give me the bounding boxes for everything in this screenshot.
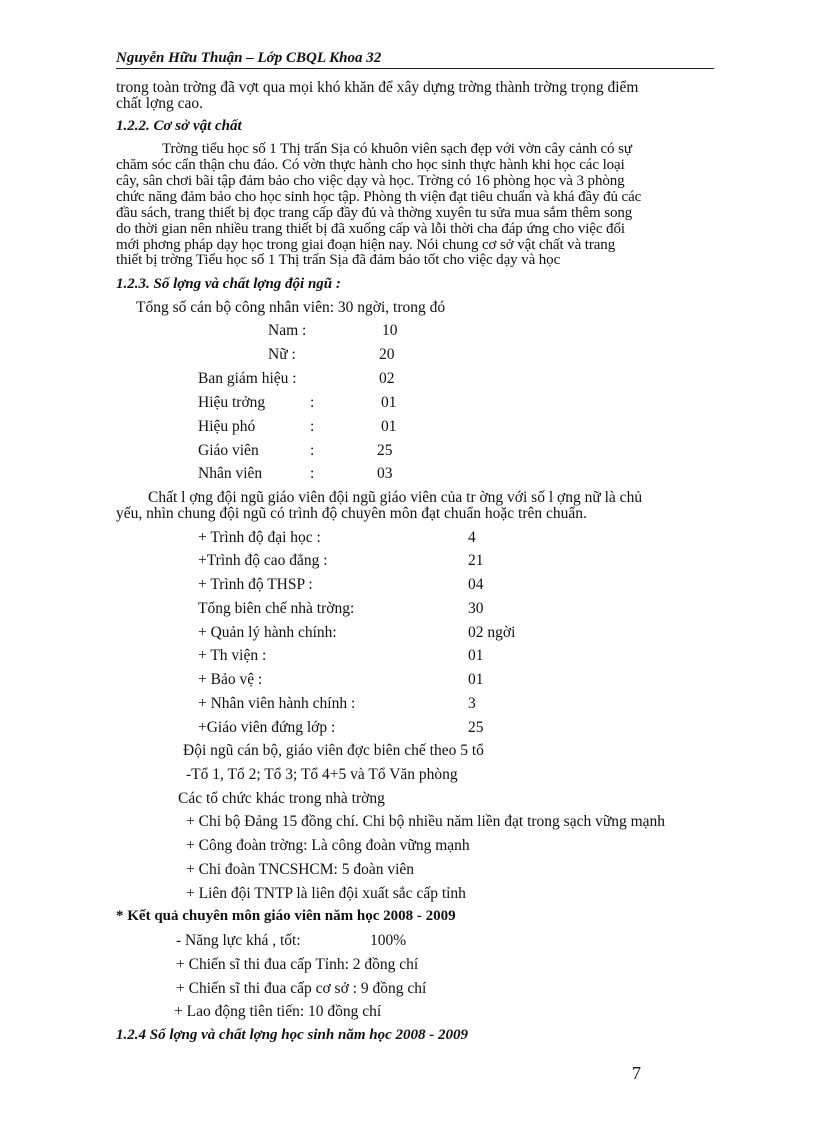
qual-value: 04 [468,576,484,593]
paragraph-line: mới phơng pháp dạy học trong giai đoạn hiện nay. Nói chung cơ sở vật chất và trang [116,237,616,253]
qual-value: 25 [468,719,484,736]
staff-label: Nhân viên [198,465,263,482]
staff-value: 02 [379,370,395,387]
page-number: 7 [632,1063,641,1083]
staff-label: Nữ : [268,346,296,363]
staff-colon: : [310,418,315,435]
teams-list: -Tổ 1, Tổ 2; Tổ 3; Tổ 4+5 và Tổ Văn phòng [186,766,458,783]
qual-value: 3 [468,695,476,712]
staff-colon: : [310,465,315,482]
qual-value: 4 [468,529,476,546]
result-item: + Chiến sĩ thi đua cấp cơ sở : 9 đồng chí [176,980,427,997]
staff-label: Hiệu trởng [198,394,266,411]
orgs-heading: Các tổ chức khác trong nhà trờng [178,790,385,807]
qual-value: 01 [468,671,484,688]
staff-label: Ban giám hiệu : [198,370,297,387]
staff-colon: : [310,442,315,459]
staff-label: Hiệu phó [198,418,256,435]
section-heading-122: 1.2.2. Cơ sở vật chất [116,118,242,134]
staff-total: Tổng số cán bộ công nhân viên: 30 ngời, trong đó [136,299,446,316]
staff-value: 25 [377,442,393,459]
qual-label: + Bảo vệ : [198,671,263,688]
staff-value: 03 [377,465,393,482]
capacity-value: 100% [370,932,407,949]
staff-value: 01 [381,394,397,411]
staff-value: 01 [381,418,397,435]
staff-value: 10 [382,322,398,339]
capacity-label: - Năng lực khá , tốt: [176,932,301,949]
staff-label: Nam : [268,322,307,339]
org-item: + Công đoàn trờng: Là công đoàn vững mạnh [186,837,470,854]
qual-label: Tổng biên chế nhà trờng: [198,600,355,617]
paragraph-line: do thời gian nên nhiều trang thiết bị đã xuống cấp và lỗi thời cha đáp ứng cho việc đổi [116,221,625,237]
qual-label: +Giáo viên đứng lớp : [198,719,336,736]
paragraph-line: thiết bị trờng Tiểu học số 1 Thị trấn Sịa đã đảm bảo tốt cho việc dạy và học [116,252,561,268]
staff-colon: : [310,394,315,411]
section-heading-124: 1.2.4 Số lợng và chất lợng học sinh năm học 2008 - 2009 [116,1027,468,1043]
qual-value: 02 ngời [468,624,516,641]
qual-label: + Th viện : [198,647,267,664]
result-item: + Chiến sĩ thi đua cấp Tỉnh: 2 đồng chí [176,956,419,973]
section-heading-123: 1.2.3. Số lợng và chất lợng đội ngũ : [116,276,341,292]
result-item: + Lao động tiên tiến: 10 đồng chí [174,1003,382,1020]
staff-label: Giáo viên [198,442,259,459]
qual-value: 21 [468,552,484,569]
qual-label: + Trình độ đại học : [198,529,321,546]
paragraph-line: chăm sóc cẩn thận chu đáo. Có vờn thực hành cho học sinh thực hành khi học các loại [116,157,625,173]
qual-label: + Quản lý hành chính: [198,624,337,641]
paragraph-line: đầu sách, trang thiết bị đọc trang cấp đầy đủ và thờng xuyên tu sửa mua sắm thêm song [116,205,633,221]
qual-label: + Nhân viên hành chính : [198,695,356,712]
paragraph-line: Trờng tiểu học số 1 Thị trấn Sịa có khuôn viên sạch đẹp với vờn cây cảnh có sự [162,141,632,157]
quality-line-2: yếu, nhìn chung đội ngũ có trình độ chuyên môn đạt chuẩn hoặc trên chuẩn. [116,505,587,522]
quality-line-1: Chất l ợng đội ngũ giáo viên đội ngũ giáo viên của tr ờng với số l ợng nữ là chủ [148,489,643,506]
org-item: + Chi bộ Đảng 15 đồng chí. Chi bộ nhiều năm liền đạt trong sạch vững mạnh [186,813,666,830]
results-heading: * Kết quả chuyên môn giáo viên năm học 2008 - 2009 [116,908,456,924]
intro-line-1: trong toàn trờng đã vợt qua mọi khó khăn để xây dựng trờng thành trờng trọng điểm [116,79,639,96]
qual-label: + Trình độ THSP : [198,576,313,593]
teams-line: Đội ngũ cán bộ, giáo viên đợc biên chế theo 5 tổ [183,742,484,759]
intro-line-2: chất lợng cao. [116,95,203,112]
header-rule [116,68,714,69]
staff-value: 20 [379,346,395,363]
qual-value: 30 [468,600,484,617]
qual-label: +Trình độ cao đẳng : [198,552,328,569]
paragraph-line: chức năng đảm bảo cho học sinh học tập. Phòng th viện đạt tiêu chuẩn và khá đầy đủ các [116,189,642,205]
org-item: + Chi đoàn TNCSHCM: 5 đoàn viên [186,861,415,878]
org-item: + Liên đội TNTP là liên đội xuất sắc cấp tỉnh [186,885,466,902]
page-header: Nguyễn Hữu Thuận – Lớp CBQL Khoa 32 [116,50,382,66]
paragraph-line: cây, sân chơi bãi tập đảm bảo cho việc dạy và học. Trờng có 16 phòng học và 3 phòng [116,173,625,189]
qual-value: 01 [468,647,484,664]
